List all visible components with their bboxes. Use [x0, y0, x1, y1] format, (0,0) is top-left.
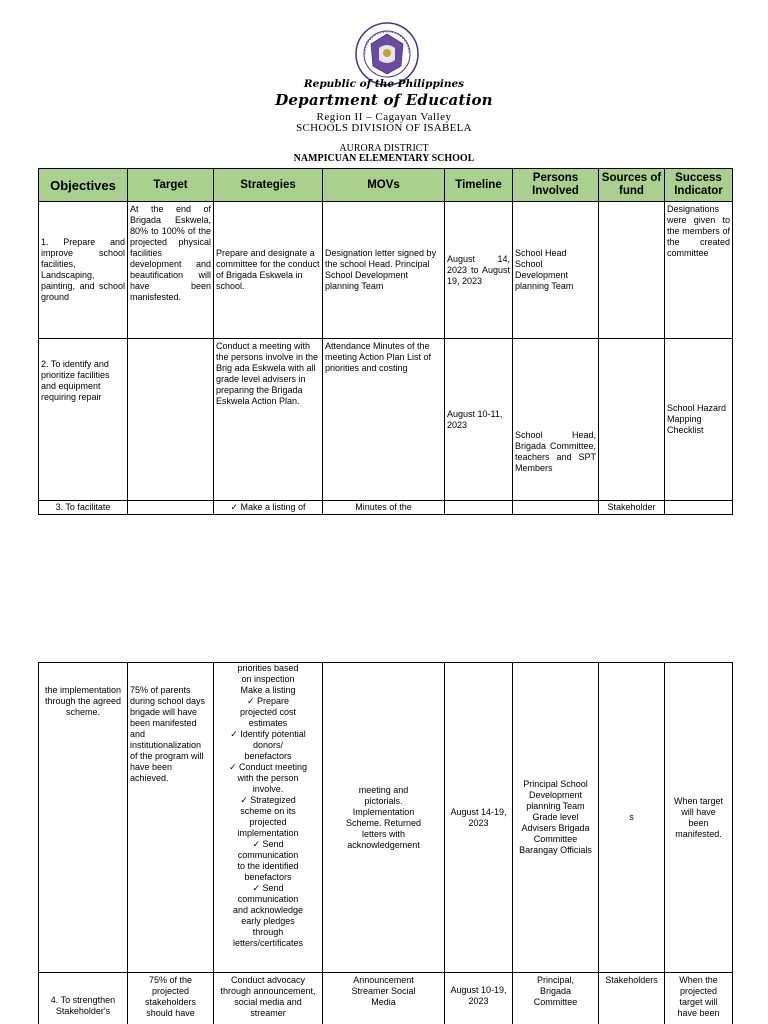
cell-indicator: When target will have been manifested. [665, 663, 733, 973]
strategy-line: to the identified [237, 861, 299, 871]
table-row [39, 663, 733, 973]
strategy-line: scheme on its [240, 806, 296, 816]
cell-movs: Designation letter signed by the school Head. Principal School Development planning Team [323, 202, 445, 339]
strategy-line: ✓ Strategized [216, 795, 320, 806]
strategy-line: letters/certificates [232, 938, 304, 948]
table-row [39, 501, 733, 515]
strategy-text: Make a listing of [240, 502, 306, 512]
header-success-indicator: Success Indicator [665, 169, 733, 202]
cell-strategies [214, 663, 323, 973]
cell-movs: Attendance Minutes of the meeting Action Plan List of priorities and costing [323, 339, 445, 501]
cell-fund [599, 339, 665, 501]
strategy-line: through [252, 927, 284, 937]
cell-fund: s [599, 663, 665, 973]
action-plan-table-continued [38, 662, 733, 1024]
strategy-line: priorities based [237, 663, 299, 673]
header-objectives: Objectives [39, 169, 128, 202]
strategy-line: ✓ Send [216, 839, 320, 850]
cell-target [128, 501, 214, 515]
table-row [39, 339, 733, 501]
cell-timeline: August 10-19, 2023 [445, 973, 513, 1024]
cell-persons: School Head School Development planning Team [513, 202, 599, 339]
cell-persons: Principal School Development planning Team Grade level Advisers Brigada Committee Barangay Officials [513, 663, 599, 973]
cell-indicator: School Hazard Mapping Checklist [665, 339, 733, 501]
header-target: Target [128, 169, 214, 202]
cell-strategies [214, 501, 323, 515]
republic-heading: Republic of the Philippines [303, 78, 465, 90]
cell-target [128, 339, 214, 501]
deped-seal-logo [355, 22, 419, 86]
strategy-line: projected [249, 817, 287, 827]
cell-objective: 4. To strengthen Stakeholder's [39, 973, 128, 1024]
strategy-line: communication [237, 894, 299, 904]
cell-objective: 2. To identify and prioritize facilities and equipment requiring repair [39, 339, 128, 501]
strategy-line: implementation [237, 828, 299, 838]
cell-fund: Stakeholders [599, 973, 665, 1024]
table-row [39, 202, 733, 339]
strategy-line: on inspection [241, 674, 295, 684]
cell-objective: the implementation through the agreed scheme. [39, 663, 128, 973]
cell-indicator: When the projected target will have been [665, 973, 733, 1024]
district-heading: AURORA DISTRICT [339, 143, 429, 154]
header-strategies: Strategies [214, 169, 323, 202]
cell-timeline: August 14-19, 2023 [445, 663, 513, 973]
table-row [39, 973, 733, 1024]
cell-movs: Announcement Streamer Social Media [323, 973, 445, 1024]
strategy-line: involve. [252, 784, 284, 794]
strategy-line: ✓ Send [216, 883, 320, 894]
cell-strategies: Conduct a meeting with the persons involve in the Brig ada Eskwela with all grade level advisers in preparing the Brigada Eskwela Action Plan. [214, 339, 323, 501]
header-sources-of-fund: Sources of fund [599, 169, 665, 202]
strategy-line: and acknowledge [232, 905, 304, 915]
cell-movs: Minutes of the [323, 501, 445, 515]
strategy-line: ✓ Conduct meeting [216, 762, 320, 773]
cell-strategies: Prepare and designate a committee for the conduct of Brigada Eskwela in school. [214, 202, 323, 339]
cell-persons [513, 501, 599, 515]
cell-movs: meeting and pictorials. Implementation Scheme. Returned letters with acknowledgement [323, 663, 445, 973]
strategy-line: early pledges [241, 916, 295, 926]
cell-timeline: August 10-11, 2023 [445, 339, 513, 501]
strategy-line: estimates [248, 718, 288, 728]
header-movs: MOVs [323, 169, 445, 202]
department-heading: Department of Education [275, 91, 493, 109]
cell-indicator [665, 501, 733, 515]
strategy-line: benefactors [244, 751, 292, 761]
cell-persons: School Head, Brigada Committee, teachers and SPT Members [513, 339, 599, 501]
strategy-line: projected cost [239, 707, 297, 717]
school-heading: NAMPICUAN ELEMENTARY SCHOOL [293, 153, 475, 164]
cell-target: 75% of the projected stakeholders should have [128, 973, 214, 1024]
table-header-row [39, 169, 733, 202]
strategy-line: benefactors [244, 872, 292, 882]
strategy-line: ✓ Prepare [216, 696, 320, 707]
cell-objective: 3. To facilitate [39, 501, 128, 515]
strategy-line: communication [237, 850, 299, 860]
cell-fund [599, 202, 665, 339]
cell-target: 75% of parents during school days brigade will have been manifested and institutionalization of the program will have been achieved. [128, 663, 214, 973]
cell-fund: Stakeholder [599, 501, 665, 515]
header-timeline: Timeline [445, 169, 513, 202]
division-heading: SCHOOLS DIVISION OF ISABELA [296, 122, 472, 134]
cell-persons: Principal, Brigada Committee [513, 973, 599, 1024]
cell-indicator: Designations were given to the members of the created committee [665, 202, 733, 339]
strategy-line: Make a listing [240, 685, 296, 695]
cell-timeline: August 14, 2023 to August 19, 2023 [445, 202, 513, 339]
strategy-line: donors/ [252, 740, 284, 750]
strategy-line: ✓ Identify potential [216, 729, 320, 740]
region-heading: Region II – Cagayan Valley [316, 111, 452, 123]
cell-strategies: Conduct advocacy through announcement, social media and streamer [214, 973, 323, 1024]
action-plan-table [38, 168, 733, 515]
strategy-line: with the person [237, 773, 299, 783]
header-persons-involved: Persons Involved [513, 169, 599, 202]
cell-timeline [445, 501, 513, 515]
cell-target: At the end of Brigada Eskwela, 80% to 100% of the projected physical facilities development and beautification will have been manisfested. [128, 202, 214, 339]
cell-objective: 1. Prepare and improve school facilities, Landscaping, painting, and school ground [39, 202, 128, 339]
